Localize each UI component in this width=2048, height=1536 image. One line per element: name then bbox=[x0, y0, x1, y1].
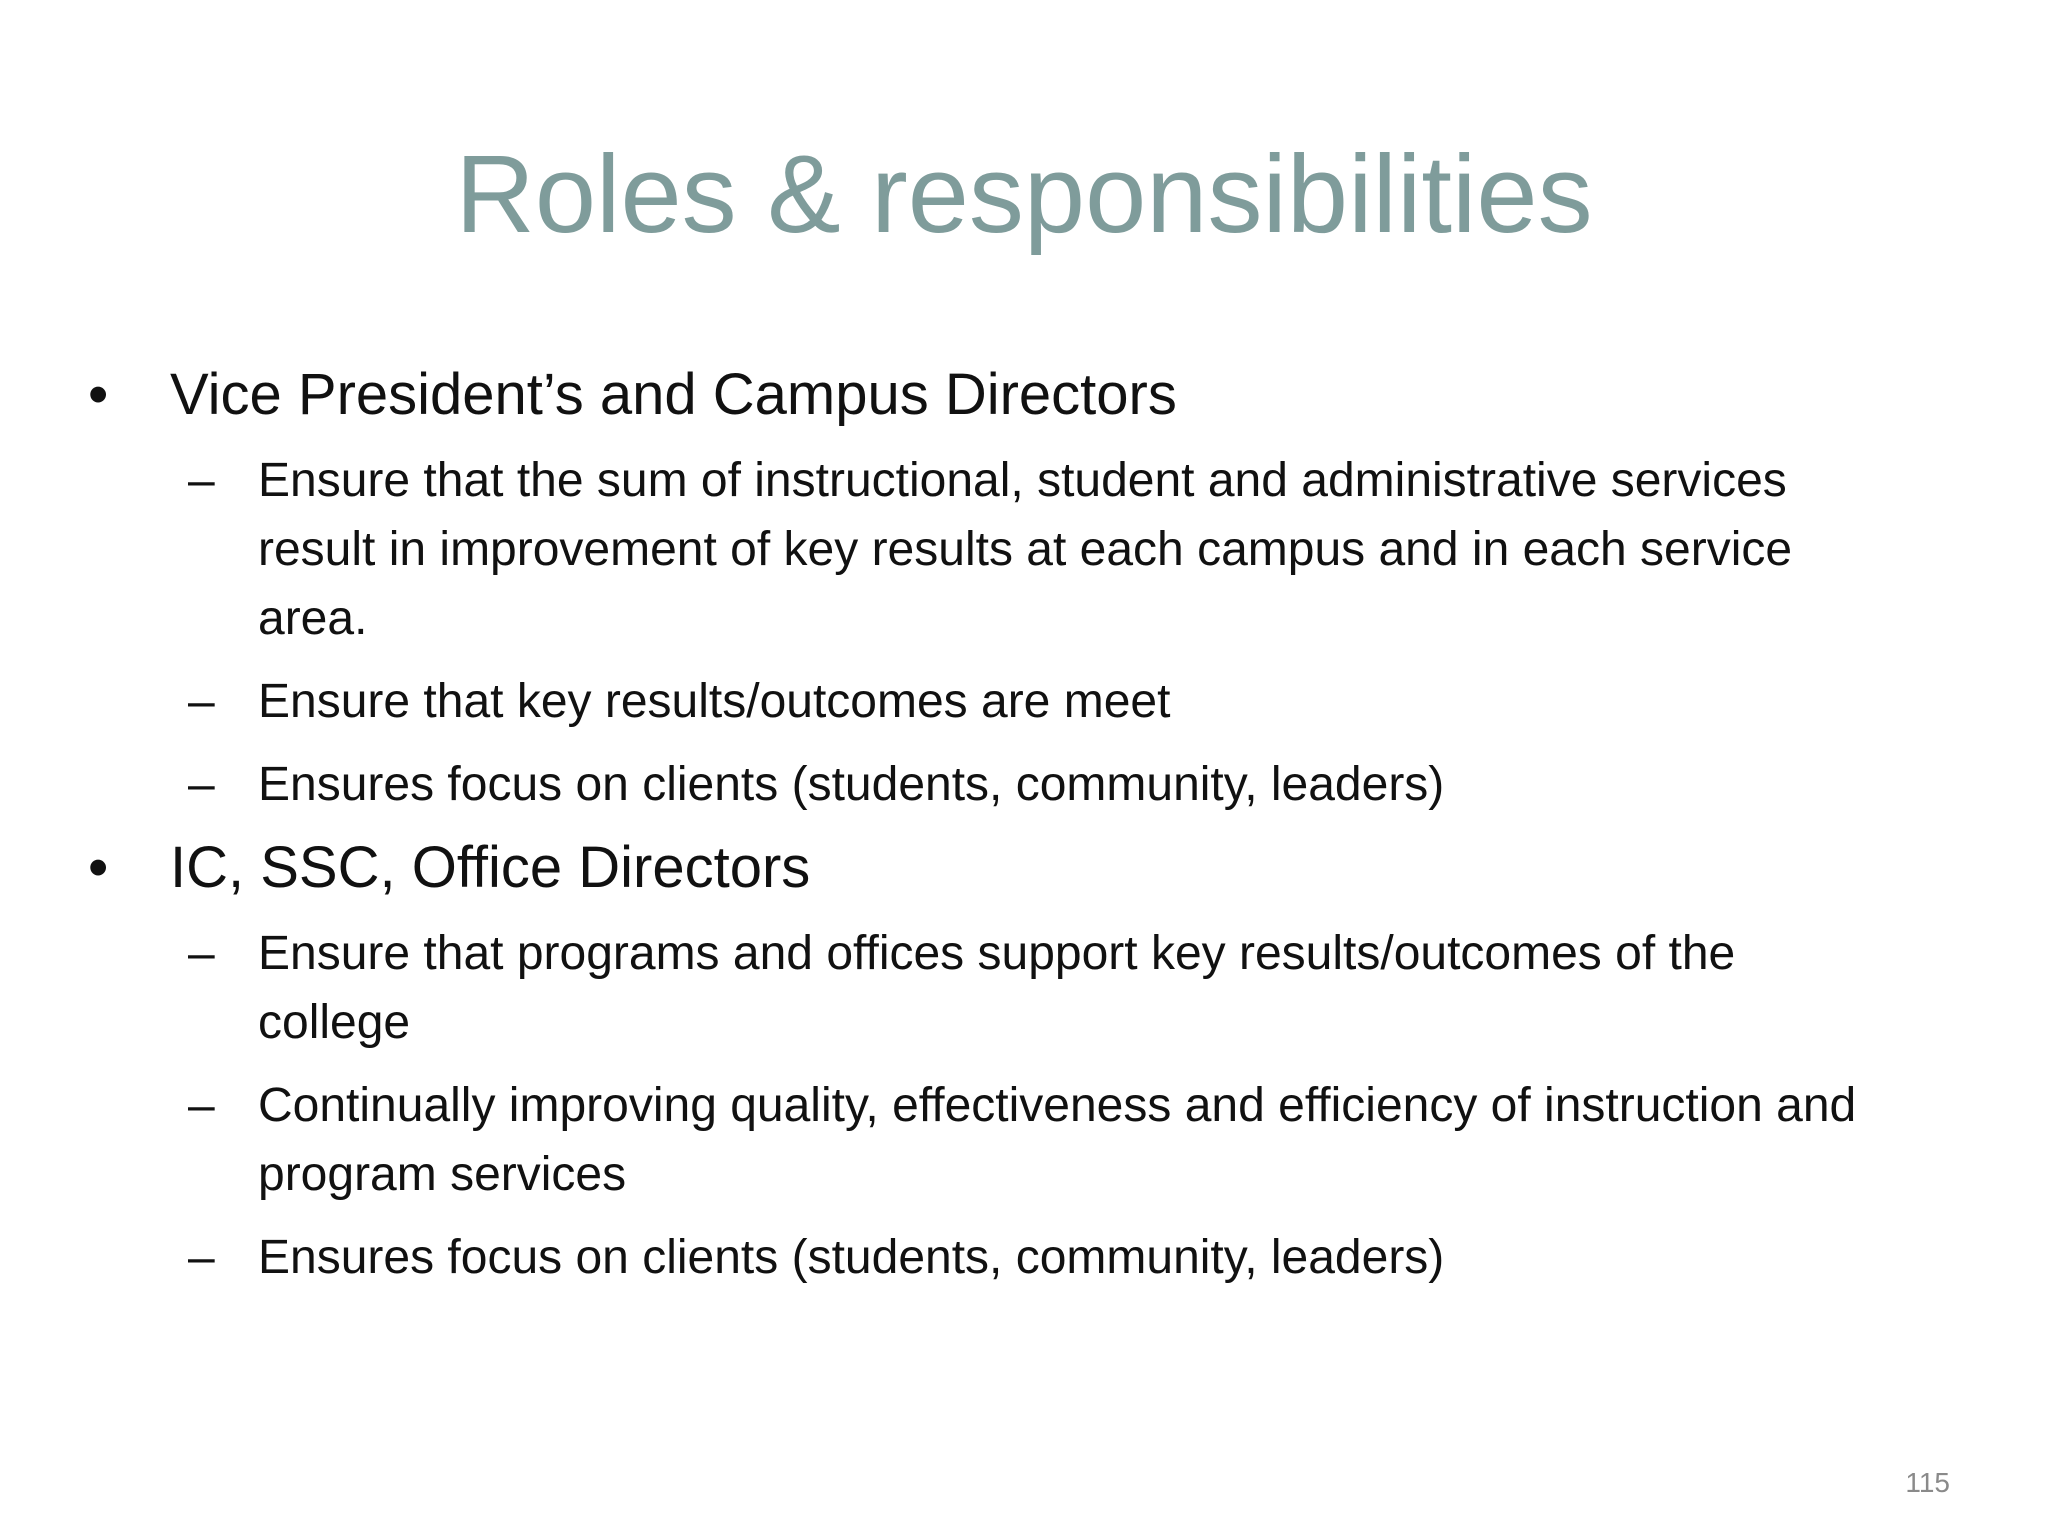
bullet-heading-text: IC, SSC, Office Directors bbox=[170, 835, 811, 900]
sub-bullet-text: Ensures focus on clients (students, community, leaders) bbox=[258, 1231, 1445, 1284]
sub-bullet-text: Ensure that programs and offices support key results/outcomes of the college bbox=[258, 927, 1736, 1049]
sub-bullet-item bbox=[80, 1071, 1860, 1209]
bullet-heading-2 bbox=[80, 833, 1980, 903]
bullet-heading-text: Vice President’s and Campus Directors bbox=[170, 362, 1177, 427]
sub-bullet-text: Ensures focus on clients (students, community, leaders) bbox=[258, 758, 1445, 811]
page-number: 115 bbox=[1905, 1467, 1950, 1498]
slide-content bbox=[80, 360, 1980, 1306]
dash-icon: – bbox=[188, 454, 215, 507]
sub-bullet-text: Ensure that key results/outcomes are meet bbox=[258, 675, 1171, 728]
sub-bullet-item bbox=[80, 750, 1860, 819]
dash-icon: – bbox=[188, 1079, 215, 1132]
dash-icon: – bbox=[188, 758, 215, 811]
dash-icon: – bbox=[188, 927, 215, 980]
bullet-heading-1 bbox=[80, 360, 1980, 430]
sub-bullet-item bbox=[80, 446, 1860, 653]
bullet-group-1 bbox=[80, 360, 1980, 819]
sub-bullet-item bbox=[80, 919, 1860, 1057]
sub-bullet-item bbox=[80, 667, 1860, 736]
sub-bullet-list-2 bbox=[80, 919, 1980, 1292]
sub-bullet-text: Ensure that the sum of instructional, student and administrative services result in improvement of key results at each campus and in each service area. bbox=[258, 454, 1793, 645]
dash-icon: – bbox=[188, 675, 215, 728]
sub-bullet-item bbox=[80, 1223, 1860, 1292]
bullet-group-2 bbox=[80, 833, 1980, 1292]
bullet-icon: • bbox=[88, 362, 109, 427]
bullet-icon: • bbox=[88, 835, 109, 900]
slide-title: Roles & responsibilities bbox=[455, 133, 1593, 256]
sub-bullet-text: Continually improving quality, effectiveness and efficiency of instruction and program services bbox=[258, 1079, 1857, 1201]
dash-icon: – bbox=[188, 1231, 215, 1284]
sub-bullet-list-1 bbox=[80, 446, 1980, 819]
